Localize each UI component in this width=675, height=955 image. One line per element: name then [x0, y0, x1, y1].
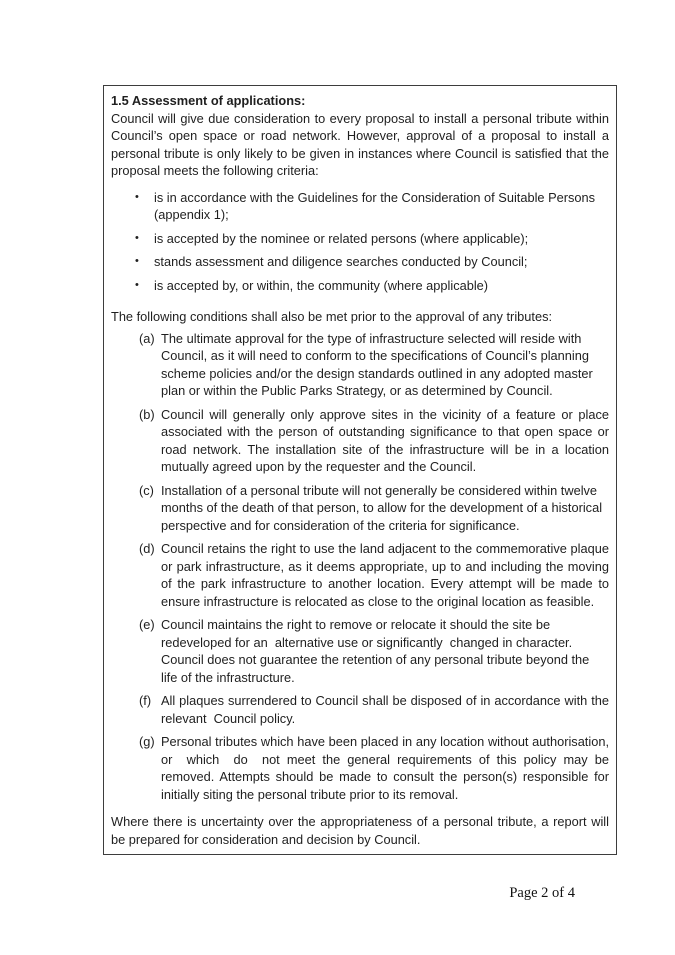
list-item	[135, 230, 609, 248]
bullet-icon: •	[135, 278, 139, 291]
condition-label: (b)	[139, 406, 155, 422]
bullet-icon: •	[135, 255, 139, 267]
condition-item-d	[139, 540, 613, 610]
intro-paragraph: Council will give due consideration to every proposal to install a personal tribute within Council’s open space or road network. However, approval of a proposal to install a personal tribute is only likely to be given in instances where Council is satisfied that the proposal meets the following criteria:	[111, 110, 613, 178]
condition-item-c	[139, 482, 609, 535]
conditions-intro-paragraph: The following conditions shall also be met prior to the approval of any tributes:	[111, 309, 553, 324]
list-item-text: stands assessment and diligence searches conducted by Council;	[154, 254, 528, 269]
condition-item-a	[139, 330, 609, 400]
condition-item-g	[139, 733, 613, 803]
condition-label: (g)	[139, 734, 155, 749]
criteria-list	[111, 189, 609, 295]
list-item-text: is in accordance with the Guidelines for the Consideration of Suitable Persons (appendix 1);	[154, 189, 596, 222]
condition-text: Council retains the right to use the land adjacent to the commemorative plaque or park infrastructure, as it deems appropriate, up to and including the moving of the park infrastructure to another location. Every attempt will be made to ensure infrastructure is relocated as close to the original location as feasible.	[161, 541, 613, 609]
condition-item-b	[139, 406, 613, 476]
list-item	[135, 189, 609, 224]
page-number: Page 2 of 4	[509, 885, 575, 901]
condition-text: Council will generally only approve sites in the vicinity of a feature or place associated with the person of outstanding significance to that open space or road network. The installation site of the infrastructure will be in a location mutually agreed upon by the requester and the Council.	[161, 406, 613, 474]
condition-text: Installation of a personal tribute will not generally be considered within twelve months of the death of that person, to allow for the development of a historical perspective and for consideration of the criteria for significance.	[161, 482, 606, 533]
list-item	[135, 277, 609, 295]
condition-text: Council maintains the right to remove or relocate it should the site be redeveloped for an alternative use or significantly changed in character. Council does not guarantee the retention of any personal tribute beyond the life of the infrastructure.	[161, 617, 593, 685]
condition-text: All plaques surrendered to Council shall be disposed of in accordance with the relevant Council policy.	[161, 693, 613, 726]
list-item-text: is accepted by, or within, the community (where applicable)	[154, 277, 489, 293]
policy-section-box	[103, 85, 617, 855]
list-item-text: is accepted by the nominee or related persons (where applicable);	[154, 230, 529, 246]
condition-text: The ultimate approval for the type of infrastructure selected will reside with Council, as it will need to conform to the specifications of Council’s planning scheme policies and/or the design standards outlined in any adopted master plan or within the Public Parks Strategy, or as determined by Council.	[161, 330, 597, 398]
condition-item-f	[139, 692, 613, 727]
bullet-icon: •	[135, 231, 139, 244]
condition-label: (f)	[139, 693, 152, 708]
condition-label: (c)	[139, 482, 154, 498]
section-heading: 1.5 Assessment of applications:	[111, 93, 306, 108]
condition-label: (d)	[139, 541, 155, 556]
list-item	[135, 253, 609, 271]
bullet-icon: •	[135, 190, 139, 203]
condition-label: (a)	[139, 330, 155, 346]
condition-text: Personal tributes which have been placed in any location without authorisation, or which do not meet the general requirements of this policy may be removed. Attempts should be made to consult the person(s) responsible for initially siting the personal tribute prior to its removal.	[161, 734, 613, 802]
condition-label: (e)	[139, 617, 155, 632]
closing-paragraph: Where there is uncertainty over the appropriateness of a personal tribute, a report will be prepared for consideration and decision by Council.	[111, 814, 613, 847]
condition-item-e	[139, 616, 609, 686]
